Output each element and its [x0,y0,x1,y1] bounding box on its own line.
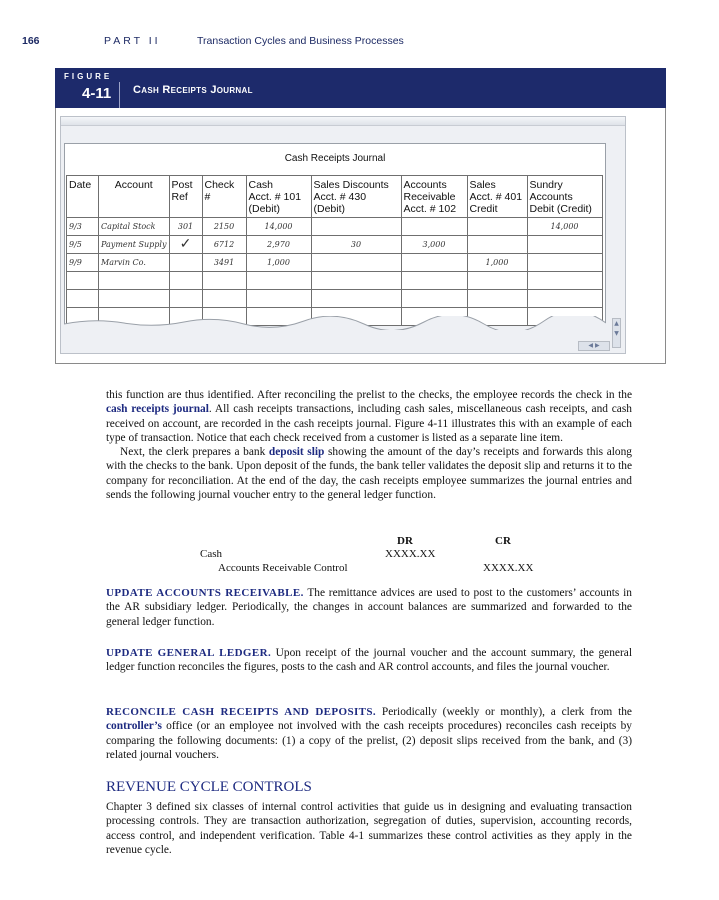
paragraph-update-gl: UPDATE GENERAL LEDGER. Upon receipt of the journal voucher and the account summary, the general ledger function reconciles the figures, posts to the cash and AR control accounts, and files the journal voucher. [106,647,632,674]
table-row [67,272,603,290]
debit-account: Cash [200,548,222,560]
col-check: Check # [202,176,246,218]
table-row [67,236,603,254]
cell-ar [401,218,467,236]
checkmark-icon: ✓ [169,236,202,254]
journal-header-row [67,176,603,218]
keyword-cash-receipts-journal: cash receipts journal [106,403,209,416]
cell-sales [467,218,527,236]
page-number: 166 [22,35,40,47]
col-account: Account [99,176,170,218]
cell-ar [401,254,467,272]
vertical-scrollbar[interactable]: ▲ ▼ [612,318,621,348]
cell-post-ref: 301 [169,218,202,236]
cell-check: 3491 [202,254,246,272]
keyword-controller: controller’s [106,720,162,733]
dr-label: DR [397,535,413,547]
paragraph-update-ar: UPDATE ACCOUNTS RECEIVABLE. The remittance advices are used to post to the customers’ accounts in the AR subsidiary ledger. Periodically, the changes in account balances are summarized and forwarded to the general ledger function. [106,587,633,628]
cell-sales-discounts [311,254,401,272]
cell-account: Capital Stock [99,218,170,236]
cell-sales: 1,000 [467,254,527,272]
cell-date: 9/9 [67,254,99,272]
cell-date: 9/5 [67,236,99,254]
cell-sundry [527,236,602,254]
heading-update-gl: UPDATE GENERAL LEDGER. [106,647,272,659]
cell-cash: 14,000 [246,218,311,236]
cell-ar: 3,000 [401,236,467,254]
cell-account: Payment Supply [99,236,170,254]
paragraph-controls: Chapter 3 defined six classes of internal control activities that guide us in designing and evaluating transaction processing controls. They are transaction authorization, segregation of duties, supervision, accounting records, access control, and independent verification. Table 4-1 summarizes these control activities as they apply in the revenue cycle. [106,801,632,856]
paragraph-2: Next, the clerk prepares a bank deposit slip showing the amount of the day’s receipts and forwards this along with the checks to the bank. Upon deposit of the funds, the bank teller validates the deposit slip and returns it to the company for reconciliation. At the end of the day, the cash receipts employee summarizes the journal entries and sends the following journal voucher entry to the general ledger function. [106,446,632,502]
cell-sales-discounts: 30 [311,236,401,254]
col-cash: Cash Acct. # 101 (Debit) [246,176,311,218]
col-date: Date [67,176,99,218]
cell-post-ref [169,254,202,272]
figure-title: Cash Receipts Journal [133,84,253,96]
cell-cash: 2,970 [246,236,311,254]
journal-title: Cash Receipts Journal [284,153,386,164]
figure-header-bar [55,68,666,108]
col-sales-discounts: Sales Discounts Acct. # 430 (Debit) [311,176,401,218]
cell-sundry: 14,000 [527,218,602,236]
horizontal-scrollbar[interactable]: ◀ ▶ [578,341,610,351]
col-sundry: Sundry Accounts Debit (Credit) [527,176,602,218]
credit-account: Accounts Receivable Control [218,562,348,574]
col-sales: Sales Acct. # 401 Credit [467,176,527,218]
running-title: Transaction Cycles and Business Processes [197,35,404,47]
window-title-bar [61,117,625,126]
paragraph-1: this function are thus identified. After reconciling the prelist to the checks, the employee records the check in the cash receipts journal. All cash receipts transactions, including cash sales, miscellaneous cash receipts, and cash received on account, are recorded in the cash receipts journal. Figure 4-11 illustrates this with an example of each type of transaction. Notice that each check received from a customer is listed as a separate line item. Next, the clerk prepares a bank deposit slip showing the amount of the day’s receipts and forwards this along with the checks to the bank. Upon deposit of the funds, the bank teller validates the deposit slip and returns it to the company for reconciliation. At the end of the day, the cash receipts employee summarizes the journal entries and sends the following journal voucher entry to the general ledger function. [106,389,632,502]
cell-check: 6712 [202,236,246,254]
keyword-deposit-slip: deposit slip [268,446,325,459]
figure-number: 4-11 [82,85,112,102]
cell-sundry [527,254,602,272]
heading-update-ar: UPDATE ACCOUNTS RECEIVABLE. [106,587,304,599]
table-row [67,254,603,272]
table-row [67,218,603,236]
col-post-ref: Post Ref [169,176,202,218]
figure-label: FIGURE [64,72,113,81]
cash-receipts-journal-table [66,175,603,326]
cell-date: 9/3 [67,218,99,236]
cell-account: Marvin Co. [99,254,170,272]
debit-amount: XXXX.XX [385,548,436,560]
heading-reconcile: RECONCILE CASH RECEIPTS AND DEPOSITS. [106,706,377,718]
part-label: PART II [104,35,161,47]
figure-divider [119,82,120,108]
section-title: REVENUE CYCLE CONTROLS [106,779,312,795]
cell-check: 2150 [202,218,246,236]
table-row [67,290,603,308]
cell-sales-discounts [311,218,401,236]
torn-page-edge [64,316,606,330]
credit-amount: XXXX.XX [483,562,534,574]
col-accounts-receivable: Accounts Receivable Acct. # 102 [401,176,467,218]
cell-sales [467,236,527,254]
cr-label: CR [495,535,511,547]
cell-cash: 1,000 [246,254,311,272]
paragraph-reconcile: RECONCILE CASH RECEIPTS AND DEPOSITS. Periodically (weekly or monthly), a clerk from the controller’s office (or an employee not involved with the cash receipts procedures) reconciles cash receipts by comparing the following documents: (1) a copy of the prelist, (2) deposit slips received from the bank, and (3) related journal vouchers. [106,706,632,761]
